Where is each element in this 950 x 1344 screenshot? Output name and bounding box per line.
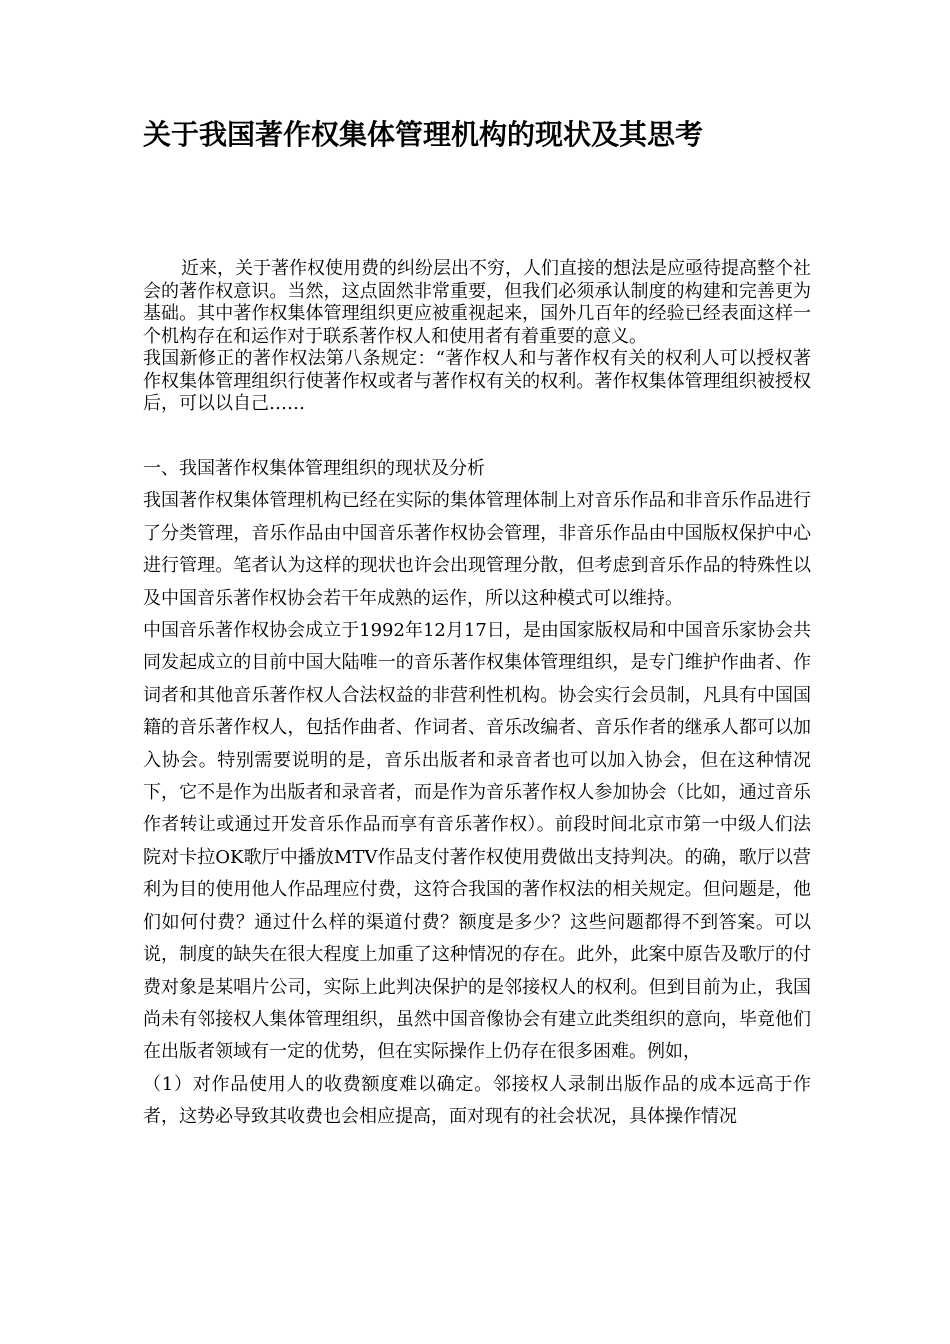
- document-title: 关于我国著作权集体管理机构的现状及其思考: [143, 118, 704, 151]
- body-paragraph: 我国著作权集体管理机构已经在实际的集体管理体制上对音乐作品和非音乐作品进行了分类管理，音乐作品由中国音乐著作权协会管理，非音乐作品由中国版权保护中心进行管理。笔者认为这样的现状也许会出现管理分散，但考虑到音乐作品的特殊性以及中国音乐著作权协会若干年成熟的运作，所以这种模式可以维持。: [143, 490, 811, 609]
- section-heading: 一、我国著作权集体管理组织的现状及分析: [143, 458, 485, 479]
- abstract-paragraph: 近来，关于著作权使用费的纠纷层出不穷，人们直接的想法是应亟待提高整个社会的著作权意识。当然，这点固然非常重要，但我们必须承认制度的构建和完善更为基础。其中著作权集体管理组织更应被重视起来，国外几百年的经验已经表面这样一个机构存在和运作对于联系著作权人和使用者有着重要的意义。: [143, 258, 811, 347]
- body-block: [143, 453, 811, 1134]
- abstract-paragraph: 我国新修正的著作权法第八条规定：“著作权人和与著作权有关的权利人可以授权著作权集体管理组织行使著作权或者与著作权有关的权利。著作权集体管理组织被授权后，可以以自己……: [143, 348, 811, 414]
- abstract-block: [143, 258, 811, 416]
- body-paragraph: （1）对作品使用人的收费额度难以确定。邻接权人录制出版作品的成本远高于作者，这势必导致其收费也会相应提高，面对现有的社会状况，具体操作情况: [143, 1073, 811, 1128]
- body-paragraph: 中国音乐著作权协会成立于1992年12月17日，是由国家版权局和中国音乐家协会共同发起成立的目前中国大陆唯一的音乐著作权集体管理组织，是专门维护作曲者、作词者和其他音乐著作权人合法权益的非营利性机构。协会实行会员制，凡具有中国国籍的音乐著作权人，包括作曲者、作词者、音乐改编者、音乐作者的继承人都可以加入协会。特别需要说明的是，音乐出版者和录音者也可以加入协会，但在这种情况下，它不是作为出版者和录音者，而是作为音乐著作权人参加协会（比如，通过音乐作者转让或通过开发音乐作品而享有音乐著作权）。前段时间北京市第一中级人们法院对卡拉OK歌厅中播放MTV作品支付著作权使用费做出支持判决。的确，歌厅以营利为目的使用他人作品理应付费，这符合我国的著作权法的相关规定。但问题是，他们如何付费？通过什么样的渠道付费？额度是多少？这些问题都得不到答案。可以说，制度的缺失在很大程度上加重了这种情况的存在。此外，此案中原告及歌厅的付费对象是某唱片公司，实际上此判决保护的是邻接权人的权利。但到目前为止，我国尚未有邻接权人集体管理组织，虽然中国音像协会有建立此类组织的意向，毕竟他们在出版者领域有一定的优势，但在实际操作上仍存在很多困难。例如，: [143, 620, 811, 1063]
